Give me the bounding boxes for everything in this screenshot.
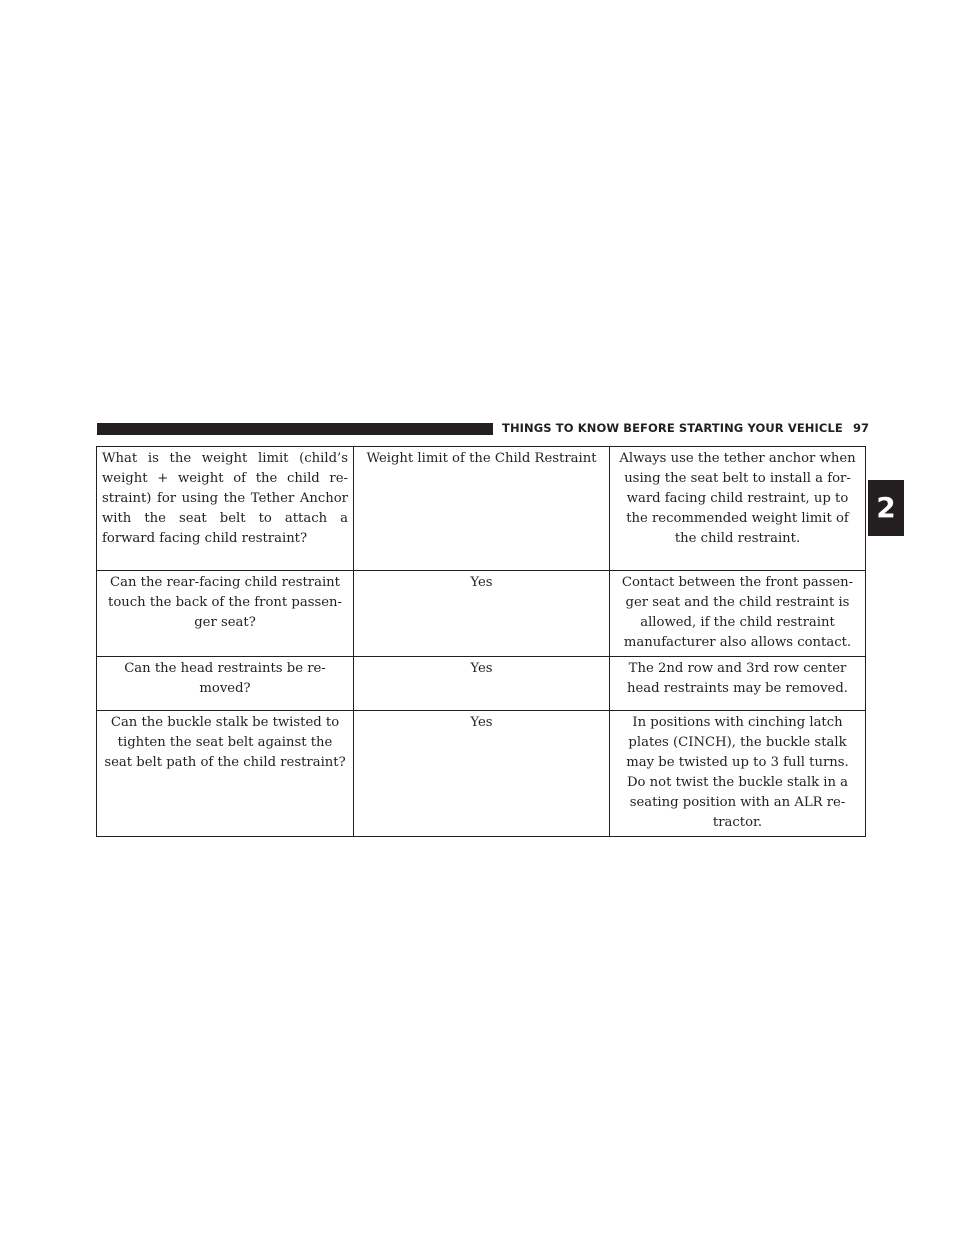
page-number: 97 xyxy=(852,421,870,435)
note-cell: Contact between the front passen-ger seat and the child restraint is allowed, if the child restraint manufacturer also allows contact. xyxy=(610,571,866,657)
table-row xyxy=(97,571,866,657)
question-cell: Can the buckle stalk be twisted to tighten the seat belt against the seat belt path of the child restraint? xyxy=(97,711,354,837)
header-rule xyxy=(97,423,493,435)
table-row xyxy=(97,657,866,711)
question-cell: Can the head restraints be re-moved? xyxy=(97,657,354,711)
answer-cell: Yes xyxy=(354,657,610,711)
answer-cell: Yes xyxy=(354,571,610,657)
table-row xyxy=(97,711,866,837)
note-cell: In positions with cinching latch plates (CINCH), the buckle stalk may be twisted up to 3 full turns. Do not twist the buckle stalk in a seating position with an ALR re-tractor. xyxy=(610,711,866,837)
chapter-tab: 2 xyxy=(868,480,904,536)
question-cell: What is the weight limit (child’s weight + weight of the child re-straint) for using the Tether Anchor with the seat belt to attach a forward facing child restraint? xyxy=(97,447,354,571)
running-header xyxy=(502,419,870,437)
answer-cell: Weight limit of the Child Restraint xyxy=(354,447,610,571)
table-row xyxy=(97,447,866,571)
note-cell: The 2nd row and 3rd row center head restraints may be removed. xyxy=(610,657,866,711)
answer-cell: Yes xyxy=(354,711,610,837)
question-cell: Can the rear-facing child restraint touch the back of the front passen-ger seat? xyxy=(97,571,354,657)
section-title: THINGS TO KNOW BEFORE STARTING YOUR VEHICLE xyxy=(502,421,843,435)
child-restraint-table xyxy=(96,446,866,837)
note-cell: Always use the tether anchor when using the seat belt to install a for-ward facing child restraint, up to the recommended weight limit of the child restraint. xyxy=(610,447,866,571)
